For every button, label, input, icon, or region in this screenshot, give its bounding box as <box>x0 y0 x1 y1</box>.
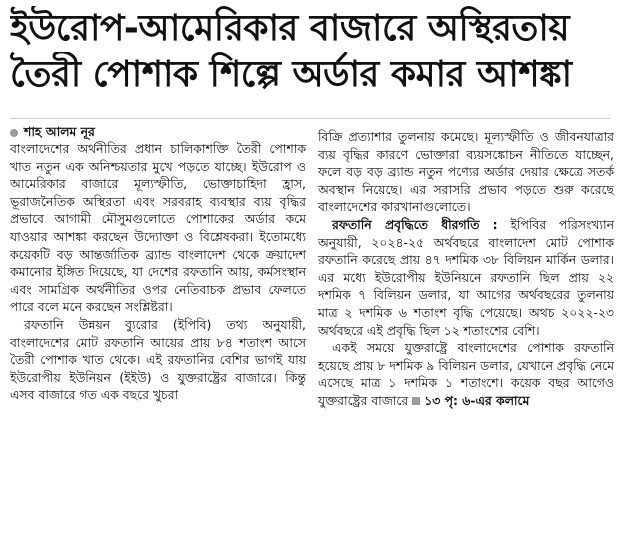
right-paragraph-3 <box>318 339 614 409</box>
section-subhead: রফতানি প্রবৃদ্ধিতে ধীরগতি : <box>332 216 498 232</box>
right-paragraph-1: বিক্রি প্রত্যাশার তুলনায় কমেছে। মূল্যস্ফীতি ও জীবনযাত্রার ব্যয় বৃদ্ধির কারণে ভোক্তারা ব্যয়সঙ্কোচন নীতিতে যাচ্ছেন, ফলে বড় বড় ব্র্যান্ড নতুন পণ্যের অর্ডার দেয়ার ক্ষেত্রে সতর্ক অবস্থান নিয়েছে। এর সরাসরি প্রভাব পড়তে শুরু করেছে বাংলাদেশের কারখানাগুলোতে। <box>318 129 614 215</box>
right-paragraph-3-text: একই সময়ে যুক্তরাষ্ট্রে বাংলাদেশের পোশাক রফতানি হয়েছে প্রায় ৮ দশমিক ৯ বিলিয়ন ডলার, যেখানে প্রবৃদ্ধি নেমে এসেছে মাত্র ১ দশমিক ১ শতাংশে। কয়েক বছর আগেও যুক্তরাষ্ট্রের বাজারে <box>318 340 614 408</box>
square-bullet-icon <box>412 397 420 405</box>
byline <box>10 124 95 140</box>
bullet-dot-icon <box>10 129 18 137</box>
continuation-note <box>408 393 529 408</box>
left-column <box>10 140 306 404</box>
right-column <box>318 128 614 410</box>
left-paragraph-2: রফতানি উন্নয়ন ব্যুরোর (ইপিবি) তথ্য অনুযায়ী, বাংলাদেশের মোট রফতানি আয়ের প্রায় ৮৪ শতাংশ আসে তৈরী পোশাক খাত থেকে। এই রফতানির বেশির ভাগই যায় ইউরোপীয় ইউনিয়ন (ইইউ) ও যুক্তরাষ্ট্রের বাজারে। কিন্তু এসব বাজারে গত এক বছরে খুচরা <box>10 316 306 403</box>
left-paragraph-1: বাংলাদেশের অর্থনীতির প্রধান চালিকাশক্তি তৈরী পোশাক খাত নতুন এক অনিশ্চয়তার মুখে পড়তে যাচ্ছে। ইউরোপ ও আমেরিকার বাজারে মূল্যস্ফীতি, ভোক্তাচাহিদা হ্রাস, ভূরাজনৈতিক অস্থিরতা এবং সরবরাহ ব্যবস্থার ব্যয় বৃদ্ধির প্রভাবে আগামী মৌসুমগুলোতে পোশাকের অর্ডার কমে যাওয়ার আশঙ্কা করছেন উদ্যোক্তা ও বিশ্লেষকরা। ইতোমধ্যে কয়েকটি বড় আন্তর্জাতিক ব্র্যান্ড বাংলাদেশ থেকে ক্রয়াদেশ কমানোর ইঙ্গিত দিয়েছে, যা দেশের রফতানি আয়, কর্মসংস্থান এবং সামগ্রিক অর্থনীতির ওপর নেতিবাচক প্রভাব ফেলতে পারে বলে মনে করছেন সংশ্লিষ্টরা। <box>10 141 306 315</box>
headline-divider <box>10 118 610 119</box>
headline <box>10 6 610 98</box>
right-paragraph-2-text: ইপিবির পরিসংখ্যান অনুযায়ী, ২০২৪-২৫ অর্থবছরে বাংলাদেশ মোট পোশাক রফতানি করেছে প্রায় ৪৭ দশমিক ৩৮ বিলিয়ন মার্কিন ডলার। এর মধ্যে ইউরোপীয় ইউনিয়নে রফতানি ছিল প্রায় ২২ দশমিক ৭ বিলিয়ন ডলার, যা আগের অর্থবছরের তুলনায় মাত্র ২ দশমিক ৬ শতাংশ বৃদ্ধি পেয়েছে। অথচ ২০২২-২৩ অর্থবছরে এই প্রবৃদ্ধি ছিল ১২ শতাংশের বেশি। <box>318 216 614 338</box>
headline-line-2: তৈরী পোশাক শিল্পে অর্ডার কমার আশঙ্কা <box>10 54 572 95</box>
headline-line-1: ইউরোপ-আমেরিকার বাজারে অস্থিরতায় <box>10 8 570 49</box>
byline-author: শাহ আলম নূর <box>24 124 95 139</box>
right-paragraph-2 <box>318 216 614 339</box>
continuation-text: ১৩ পৃ: ৬-এর কলামে <box>424 392 530 408</box>
